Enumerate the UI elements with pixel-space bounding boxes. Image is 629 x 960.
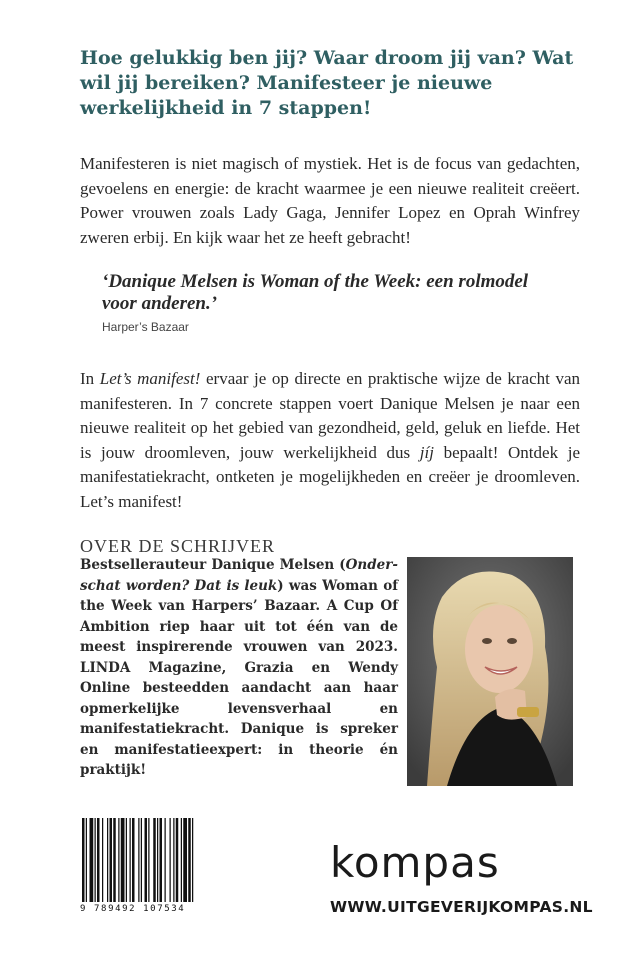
author-portrait-illustration (407, 557, 573, 786)
barcode-bar (110, 818, 113, 902)
barcode-bar (97, 818, 100, 902)
barcode-bar (82, 818, 85, 902)
barcode-bar (113, 818, 116, 902)
barcode-bar (138, 818, 139, 902)
headline: Hoe gelukkig ben jij? Waar droom jij van? Wat wil jij bereiken? Manifesteer je nieuwe werkelijkheid in 7 stappen! (80, 47, 574, 119)
barcode-bar (157, 818, 158, 902)
intro-paragraph: Manifesteren is niet magisch of mystiek. Het is de focus van gedachten, gevoelens en energie: de kracht waarmee je een nieuwe realiteit creëert. Power vrouwen zoals Lady Gaga, Jennifer Lopez en Oprah Winfrey zweren erbij. En kijk waar het ze heeft gebracht! (80, 154, 580, 247)
publisher-website[interactable]: WWW.UITGEVERIJKOMPAS.NL (330, 898, 593, 916)
barcode-bar (107, 818, 108, 902)
barcode-bar (95, 818, 96, 902)
barcode-bar (176, 818, 179, 902)
barcode-bar (192, 818, 193, 902)
barcode-bar (86, 818, 87, 902)
barcode-bar (183, 818, 187, 902)
body-emphasis: jíj (419, 442, 434, 462)
book-title: Let’s manifest! (99, 369, 201, 388)
barcode-bar (121, 818, 125, 902)
body-paragraph (80, 367, 580, 514)
press-quote: ‘Danique Melsen is Woman of the Week: een rolmodel voor anderen.’ (102, 271, 529, 314)
author-bio (80, 555, 398, 781)
body-prefix: In (80, 369, 100, 388)
barcode-bar (153, 818, 156, 902)
bio-rest: ) was Woman of the Week van Harpers’ Bazaar. A Cup Of Ambition riep haar uit tot één van de meest inspirerende vrouwen van 2023. LINDA Magazine, Grazia en Wendy Online besteedden aandacht aan haar opmerkelijke levensverhaal en manifestatiekracht. Danique is spreker en manifestatieexpert: in theorie én praktijk! (80, 577, 399, 778)
barcode-bar (160, 818, 163, 902)
quote-source: Harper’s Bazaar (102, 320, 189, 334)
body-text-1: ervaar je op directe en praktische wijze de kracht van manifesteren. In 7 concrete stappen voert Danique Melsen je naar een nieuwe realiteit op het gebied van gezondheid, geld, geluk en liefde. Het is jouw droomleven, jouw werkelijkheid dus (80, 369, 580, 462)
barcode-bar (148, 818, 149, 902)
barcode-bar (188, 818, 191, 902)
about-heading: OVER DE SCHRIJVER (80, 536, 276, 556)
barcode-bar (181, 818, 182, 902)
bio-prefix: Bestsellerauteur Danique Melsen ( (80, 557, 346, 573)
barcode-bar (165, 818, 166, 902)
barcode-bar (118, 818, 119, 902)
barcode-bar (90, 818, 94, 902)
barcode-bar (126, 818, 127, 902)
bio-book-title: Onderschat worden? Dat is leuk (80, 557, 398, 594)
barcode-bar (130, 818, 131, 902)
barcode-bar (173, 818, 174, 902)
barcode-bar (102, 818, 103, 902)
author-photo (407, 557, 573, 786)
barcode-bar (141, 818, 142, 902)
barcode-bar (145, 818, 148, 902)
barcode-bar (132, 818, 135, 902)
publisher-logo: kompas (330, 838, 500, 887)
barcode (80, 818, 242, 916)
isbn-number: 9 789492 107534 (80, 904, 186, 914)
barcode-bars (80, 818, 242, 902)
barcode-bar (170, 818, 171, 902)
body-text-2: bepaalt! Ontdek je manifestatiekracht, ontketen je mogelijkheden en creëer je droomleven. Let’s manifest! (80, 442, 580, 511)
